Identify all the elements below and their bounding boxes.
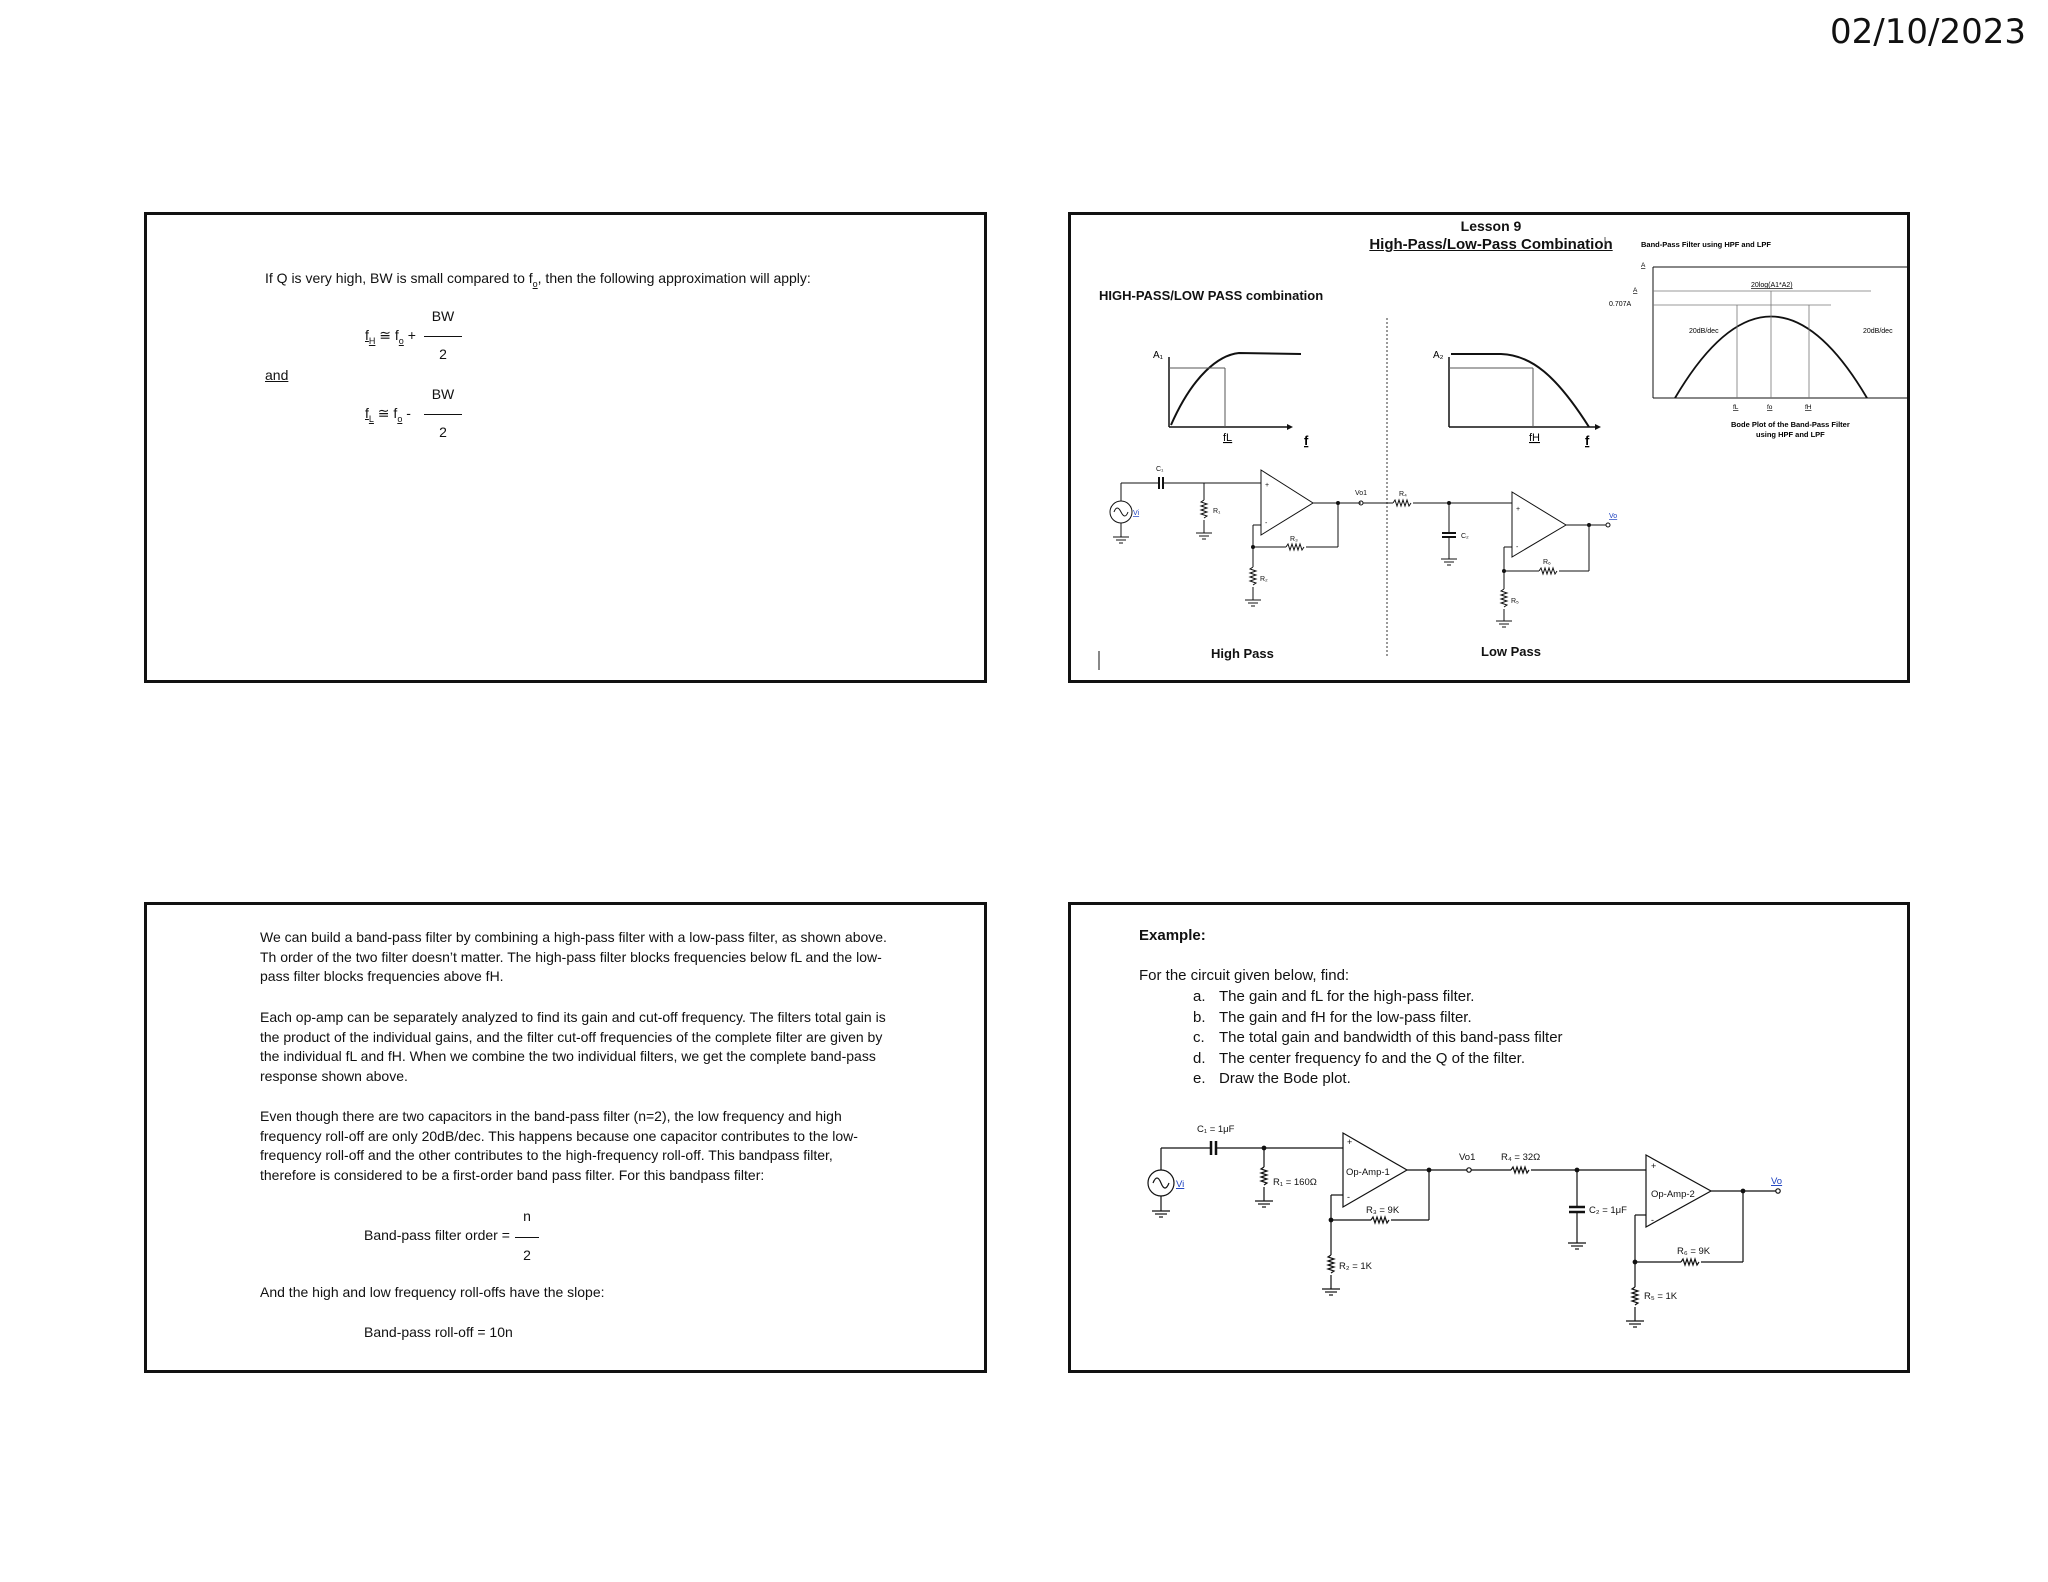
highpass-circuit-labels xyxy=(1133,466,1367,583)
svg-text:-: - xyxy=(1651,1215,1654,1225)
lowpass-circuit-labels xyxy=(1399,491,1617,605)
hp-axis-a: A₁ xyxy=(1153,350,1164,361)
example-question-letter: d. xyxy=(1193,1049,1206,1067)
bode-caption-1: Bode Plot of the Band-Pass Filter xyxy=(1731,420,1850,429)
lp-axis-a: A₂ xyxy=(1433,350,1444,361)
lp-fh-label: fH xyxy=(1529,432,1540,444)
low-pass-caption: Low Pass xyxy=(1481,644,1541,659)
example-r4-label: R₄ = 32Ω xyxy=(1501,1152,1541,1163)
example-r5-label: R₅ = 1K xyxy=(1644,1291,1678,1302)
fl-fraction-bar xyxy=(424,414,462,415)
example-vo-label: Vo xyxy=(1771,1176,1783,1187)
example-r3-label: R₃ = 9K xyxy=(1366,1205,1400,1216)
example-question-text: The total gain and bandwidth of this band-pass filter xyxy=(1219,1029,1563,1046)
bode-left-slope: 20dB/dec xyxy=(1689,328,1719,335)
slope-statement: And the high and low frequency roll-offs have the slope: xyxy=(260,1284,605,1300)
fh-fraction-denominator: 2 xyxy=(439,346,447,362)
bode-caption-2: using HPF and LPF xyxy=(1756,430,1825,439)
rolloff-formula: Band-pass roll-off = 10n xyxy=(364,1324,513,1340)
hp-fl-label: fL xyxy=(1223,432,1233,444)
svg-text:-: - xyxy=(1265,520,1268,527)
lowpass-response-plot xyxy=(1433,350,1601,448)
fl-fraction-denominator: 2 xyxy=(439,424,447,440)
hp-r1-label: R₁ xyxy=(1213,508,1221,515)
hp-r2-label: R₂ xyxy=(1260,576,1268,583)
paragraph-op-amp-analysis: Each op-amp can be separately analyzed to find its gain and cut-off frequency. The filters total gain is the product of the individual gains, and the filter cut-off frequencies of the complete filter are given by the individual fL and fH. When we combine the two individual filters, we get the complete band-pass response shown above. xyxy=(260,1009,886,1084)
example-vo1-label: Vo1 xyxy=(1459,1152,1476,1163)
date-stamp: 02/10/2023 xyxy=(1830,12,2026,52)
example-question-text: The gain and fH for the low-pass filter. xyxy=(1219,1008,1472,1026)
example-c2-label: C₂ = 1μF xyxy=(1589,1205,1627,1216)
example-question-letter: e. xyxy=(1193,1070,1206,1087)
svg-text:-: - xyxy=(1516,544,1519,551)
bode-peak-label: 20log(A1*A2) xyxy=(1751,282,1793,289)
example-r6-label: R₆ = 9K xyxy=(1677,1246,1711,1257)
order-fraction-bar xyxy=(515,1237,539,1238)
slide-bandpass-explanation xyxy=(144,902,987,1373)
svg-text:+: + xyxy=(1347,1137,1353,1147)
fl-formula-lhs: $f_L$ ≅ $f_o$ - xyxy=(365,405,411,424)
lp-r6-label: R₆ xyxy=(1543,559,1551,566)
bandpass-bode-plot xyxy=(1609,240,1907,439)
fh-formula-lhs: $f_H$ ≅ $f_o$ + xyxy=(365,327,416,346)
bode-amax-label: A xyxy=(1633,287,1638,294)
bode-title: Band-Pass Filter using HPF and LPF xyxy=(1641,240,1772,249)
example-c1-label: C₁ = 1μF xyxy=(1197,1124,1235,1135)
bode-a-label: A xyxy=(1641,262,1646,269)
svg-text:+: + xyxy=(1516,506,1521,513)
hp-r3-label: R₃ xyxy=(1290,536,1298,543)
lp-f-label: f xyxy=(1585,433,1590,448)
bode-0707-label: 0.707A xyxy=(1609,301,1632,308)
slide-lesson9-combination xyxy=(1068,212,1910,683)
combination-diagram xyxy=(1071,215,1907,680)
lesson-subtitle: High-Pass/Low-Pass Combination xyxy=(1369,236,1613,253)
paragraph-combine: We can build a band-pass filter by combining a high-pass filter with a low-pass filter, as shown above. Th order of the two filter doesn’t matter. The high-pass filter blocks frequencies below fL and the low-pass filter blocks frequencies above fH. xyxy=(260,929,887,984)
example-question-letter: b. xyxy=(1193,1008,1206,1026)
order-fraction-numerator: n xyxy=(523,1208,531,1224)
svg-text:-: - xyxy=(1347,1192,1350,1202)
highpass-response-plot xyxy=(1153,350,1309,448)
bode-right-slope: 20dB/dec xyxy=(1863,328,1893,335)
slide-example xyxy=(1068,902,1910,1373)
hp-c1-label: C₁ xyxy=(1156,466,1164,473)
example-question-letter: a. xyxy=(1193,988,1206,1005)
hp-vi-label: Vi xyxy=(1133,510,1140,517)
example-intro: For the circuit given below, find: xyxy=(1139,967,1350,984)
slide-bandwidth-approximation xyxy=(144,212,987,683)
combination-label: HIGH-PASS/LOW PASS combination xyxy=(1099,288,1324,303)
hp-vo1-label: Vo1 xyxy=(1355,490,1368,497)
order-formula-label: Band-pass filter order = xyxy=(364,1227,510,1243)
lp-r5-label: R₅ xyxy=(1511,598,1519,605)
example-vi-label: Vi xyxy=(1176,1179,1185,1190)
example-question-letter: c. xyxy=(1193,1029,1205,1046)
example-heading: Example: xyxy=(1139,927,1206,944)
bode-fh: fH xyxy=(1805,404,1812,411)
lowpass-circuit xyxy=(1363,492,1610,627)
example-question-text: The gain and fL for the high-pass filter. xyxy=(1219,988,1475,1005)
fl-fraction-numerator: BW xyxy=(431,386,455,402)
fh-fraction-numerator: BW xyxy=(431,308,455,324)
example-opamp2-label: Op-Amp-2 xyxy=(1651,1189,1695,1200)
highpass-circuit xyxy=(1110,470,1363,606)
high-pass-caption: High Pass xyxy=(1211,646,1274,661)
lp-c2-label: C₂ xyxy=(1461,533,1469,540)
approximation-intro: If Q is very high, BW is small compared to $f_o$, then the following approximation will apply: xyxy=(265,270,811,289)
bode-fo: fo xyxy=(1767,404,1773,411)
lesson-title: Lesson 9 xyxy=(1460,218,1522,234)
hp-f-label: f xyxy=(1304,433,1309,448)
paragraph-first-order: Even though there are two capacitors in the band-pass filter (n=2), the low frequency and high frequency roll-off are only 20dB/dec. This happens because one capacitor contributes to the low-frequency roll-off and the other contributes to the high-frequency roll-off. This bandpass filter, therefore is considered to be a first-order band pass filter. For this bandpass filter: xyxy=(260,1108,858,1183)
svg-text:+: + xyxy=(1265,482,1270,489)
and-word: and xyxy=(265,367,289,383)
example-r2-label: R₂ = 1K xyxy=(1339,1261,1372,1272)
example-circuit xyxy=(1071,905,1907,1370)
svg-text:+: + xyxy=(1651,1161,1657,1171)
lp-vo-label: Vo xyxy=(1609,513,1618,520)
fh-fraction-bar xyxy=(424,336,462,337)
order-fraction-denominator: 2 xyxy=(523,1247,531,1263)
example-question-text: Draw the Bode plot. xyxy=(1219,1070,1351,1087)
example-opamp1-label: Op-Amp-1 xyxy=(1346,1167,1390,1178)
lp-r4-label: R₄ xyxy=(1399,491,1407,498)
bode-fl: fL xyxy=(1733,404,1739,411)
example-r1-label: R₁ = 160Ω xyxy=(1273,1177,1317,1188)
example-question-text: The center frequency fo and the Q of the filter. xyxy=(1219,1049,1526,1067)
